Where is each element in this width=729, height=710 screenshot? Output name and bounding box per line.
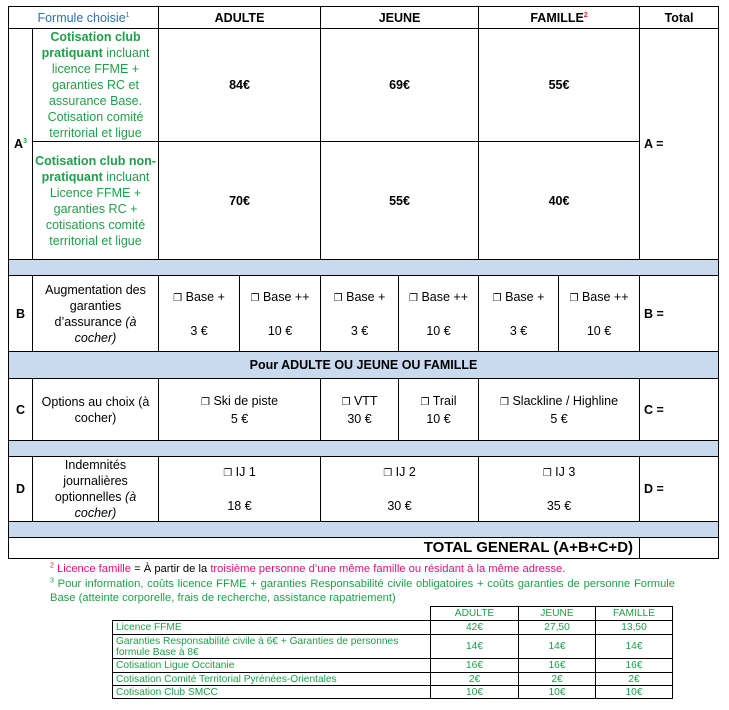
total-general-label: TOTAL GENERAL (A+B+C+D) [9, 538, 640, 559]
breakdown-value: 10€ [519, 686, 596, 699]
separator-band [9, 441, 719, 457]
option-base-plusplus-adulte[interactable]: ❐ Base ++ 10 € [240, 276, 321, 352]
row-c-label: C [9, 379, 33, 441]
breakdown-value: 10€ [431, 686, 519, 699]
breakdown-value: 42€ [431, 621, 519, 635]
checkbox-icon[interactable]: ❐ [409, 292, 418, 304]
total-c-field[interactable]: C = [640, 379, 719, 441]
breakdown-value: 14€ [596, 635, 673, 659]
breakdown-value: 2€ [431, 673, 519, 686]
total-header: Total [640, 7, 719, 29]
breakdown-label: Licence FFME [113, 621, 431, 635]
breakdown-header-jeune: JEUNE [519, 607, 596, 621]
breakdown-value: 16€ [519, 659, 596, 673]
breakdown-value: 14€ [431, 635, 519, 659]
option-ski[interactable]: ❐ Ski de piste 5 € [159, 379, 321, 441]
price-famille-pratiquant: 55€ [479, 29, 640, 142]
breakdown-row [113, 659, 673, 673]
breakdown-row [113, 621, 673, 635]
checkbox-icon[interactable]: ❐ [250, 292, 260, 304]
row-d-label: D [9, 457, 33, 522]
breakdown-header-empty [113, 607, 431, 621]
famille-header: FAMILLE$^2$ [479, 7, 640, 29]
option-ij2[interactable]: ❐ IJ 2 30 € [321, 457, 479, 522]
row-b-description: Augmentation des garanties d’assurance (à cocher) [33, 276, 159, 352]
breakdown-row [113, 673, 673, 686]
breakdown-value: 14€ [519, 635, 596, 659]
checkbox-icon[interactable]: ❐ [500, 396, 509, 408]
checkbox-icon[interactable]: ❐ [200, 396, 210, 408]
footnote-3: $^3$ Pour information, coûts licence FFME + garanties Responsabilité civile obligatoires + coûts garanties de personne Formule Base (atteinte corporelle, frais de recherche, assistance rapatriement) [50, 577, 676, 604]
separator-band [9, 260, 719, 276]
breakdown-value: 2€ [596, 673, 673, 686]
footnote-2: $^2$ Licence famille = À partir de la troisième personne d’une même famille ou résidant à la même adresse. [50, 562, 566, 575]
option-slackline[interactable]: ❐ Slackline / Highline 5 € [479, 379, 640, 441]
breakdown-row [113, 686, 673, 699]
adulte-header: ADULTE [159, 7, 321, 29]
formule-header: Formule choisie$^1$ [9, 7, 159, 29]
non-pratiquant-description: Cotisation club non-pratiquant incluant Licence FFME + garanties RC + cotisations comité territorial et ligue [33, 142, 159, 260]
price-jeune-non-pratiquant: 55€ [321, 142, 479, 260]
checkbox-icon[interactable]: ❐ [492, 292, 502, 304]
option-vtt[interactable]: ❐ VTT 30 € [321, 379, 399, 441]
option-base-plus-jeune[interactable]: ❐ Base + 3 € [321, 276, 399, 352]
price-jeune-pratiquant: 69€ [321, 29, 479, 142]
cost-breakdown-table [112, 606, 673, 699]
option-base-plusplus-jeune[interactable]: ❐ Base ++ 10 € [399, 276, 479, 352]
separator-row [9, 522, 719, 538]
row-a-pratiquant [9, 29, 719, 142]
breakdown-value: 10€ [596, 686, 673, 699]
banner-row [9, 352, 719, 379]
checkbox-icon[interactable]: ❐ [223, 468, 233, 479]
checkbox-icon[interactable]: ❐ [383, 468, 393, 479]
header-row [9, 7, 719, 29]
option-base-plus-famille[interactable]: ❐ Base + 3 € [479, 276, 559, 352]
breakdown-header-adulte: ADULTE [431, 607, 519, 621]
total-d-field[interactable]: D = [640, 457, 719, 522]
price-adulte-non-pratiquant: 70€ [159, 142, 321, 260]
breakdown-row [113, 635, 673, 659]
breakdown-value: 13,50 [596, 621, 673, 635]
breakdown-label: Cotisation Club SMCC [113, 686, 431, 699]
checkbox-icon[interactable]: ❐ [569, 292, 579, 304]
separator-band [9, 522, 719, 538]
checkbox-icon[interactable]: ❐ [542, 468, 552, 479]
pricing-table [8, 6, 719, 559]
option-base-plus-adulte[interactable]: ❐ Base + 3 € [159, 276, 240, 352]
total-b-field[interactable]: B = [640, 276, 719, 352]
separator-row [9, 441, 719, 457]
breakdown-header-famille: FAMILLE [596, 607, 673, 621]
checkbox-icon[interactable]: ❐ [173, 292, 183, 304]
breakdown-label: Garanties Responsabilité civile à 6€ + Garanties de personnes formule Base à 8€ [113, 635, 431, 659]
breakdown-label: Cotisation Comité Territorial Pyrénées-Orientales [113, 673, 431, 686]
option-ij3[interactable]: ❐ IJ 3 35 € [479, 457, 640, 522]
option-ij1[interactable]: ❐ IJ 1 18 € [159, 457, 321, 522]
total-general-row [9, 538, 719, 559]
separator-row [9, 260, 719, 276]
breakdown-value: 2€ [519, 673, 596, 686]
row-b-label: B [9, 276, 33, 352]
row-a-label: $A^3$ [9, 29, 33, 260]
row-c-description: Options au choix (à cocher) [33, 379, 159, 441]
checkbox-icon[interactable]: ❐ [333, 292, 343, 304]
row-d-description: Indemnités journalières optionnelles (à cocher) [33, 457, 159, 522]
row-b [9, 276, 719, 352]
row-a-non-pratiquant [9, 142, 719, 260]
breakdown-value: 16€ [431, 659, 519, 673]
total-a-field[interactable]: A = [640, 29, 719, 260]
breakdown-value: 16€ [596, 659, 673, 673]
price-famille-non-pratiquant: 40€ [479, 142, 640, 260]
option-trail[interactable]: ❐ Trail 10 € [399, 379, 479, 441]
checkbox-icon[interactable]: ❐ [420, 396, 430, 408]
breakdown-value: 27,50 [519, 621, 596, 635]
total-general-field[interactable] [640, 538, 719, 559]
banner-text: Pour ADULTE OU JEUNE OU FAMILLE [9, 352, 719, 379]
jeune-header: JEUNE [321, 7, 479, 29]
price-adulte-pratiquant: 84€ [159, 29, 321, 142]
row-d [9, 457, 719, 522]
row-c [9, 379, 719, 441]
breakdown-label: Cotisation Ligue Occitanie [113, 659, 431, 673]
checkbox-icon[interactable]: ❐ [341, 396, 351, 408]
pratiquant-description: Cotisation club pratiquant incluant licence FFME + garanties RC et assurance Base. Cotisation comité territorial et ligue [33, 29, 159, 142]
breakdown-header-row [113, 607, 673, 621]
option-base-plusplus-famille[interactable]: ❐ Base ++ 10 € [559, 276, 640, 352]
